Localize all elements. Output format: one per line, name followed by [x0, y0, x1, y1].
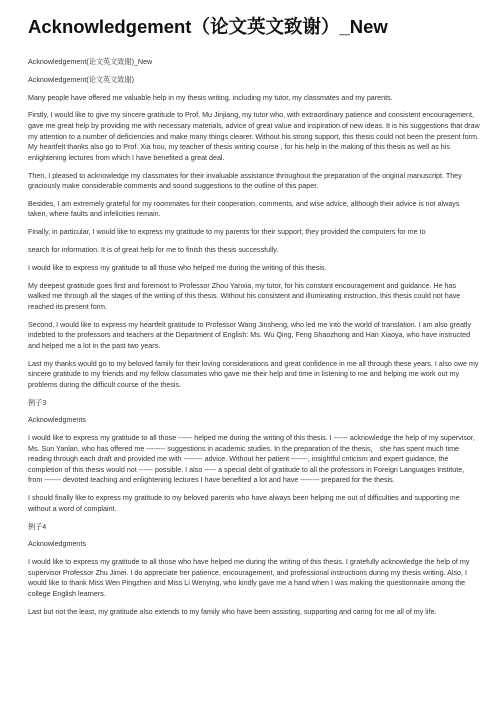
paragraph: Besides, I am extremely grateful for my roommates for their cooperation, comments, and wise advice, although their advice is not always taken, where faults and infelicities remain.: [28, 199, 460, 219]
paragraph: Second, I would like to express my heartfelt gratitude to Professor Wang Jinsheng, who led me into the world of translation. I am also greatly indebted to the professors and teachers at the Department of English: Ms. Wu Qing, Feng Shaozhong and Han Xiaoya, who have instructed and helped me a lot in the past two years.: [28, 320, 472, 350]
paragraph: Last my thanks would go to my beloved family for their loving considerations and great confidence in me all through these years. I also owe my sincere gratitude to my friends and my fellow classmates who gave me their help and time in listening to me and helping me work out my problems during the difficult course of the thesis.: [28, 359, 479, 389]
paragraph: I would like to express my gratitude to all those who helped me during the writing of this thesis.: [28, 263, 327, 272]
paragraph-subtitle: Acknowledgement(论文英文致谢)_New: [28, 58, 153, 66]
section-heading: Acknowledgments: [28, 540, 86, 549]
paragraph: search for information. It is of great help for me to finish this thesis successfully.: [28, 246, 279, 255]
paragraph: I would like to express my gratitude to all those ------ helped me during the writing of this thesis. I ------ acknowledge the help of my supervisor, Ms. Sun Yanlan, who has offered me -------- suggestions in academic studies. In the preparation of the thesis， she has spent much time reading through each draft and provided me with -------- advice. Without her patient -------, insightful criticism and expert guidance, the completion of this thesis would not ------ possible. I also ----- a special debt of gratitude to all the professors in Foreign Languages Institute, from ------- devoted teaching and enlightening lectures I have benefited a lot and have -------- prepared for the thesis.: [28, 434, 475, 485]
paragraph: I would like to express my gratitude to all those who have helped me during the writing of this thesis. I gratefully acknowledge the help of my supervisor Professor Zhu Jimei. I do appreciate her patience, encouragement, and professional instructions during my thesis writing. Also, I would like to thank Miss Wen Pingzhen and Miss Li Wenying, who kindly gave me a hand when I was making the questionnaire among the college English learners.: [28, 558, 470, 598]
paragraph: I should finally like to express my gratitude to my beloved parents who have always been helping me out of difficulties and supporting me without a word of complaint.: [28, 494, 460, 513]
paragraph: Then, I pleased to acknowledge my classmates for their invaluable assistance throughout the preparation of the original manuscript. They graciously make considerable comments and sound suggestions to the outline of this paper.: [28, 171, 462, 191]
paragraph: My deepest gratitude goes first and foremost to Professor Zhou Yanxia, my tutor, for his constant encouragement and guidance. He has walked me through all the stages of the writing of this thesis. Without his consistent and illuminating instruction, this thesis could not have reached its present form.: [28, 281, 461, 311]
paragraph-heading: Acknowledgement(论文英文致谢): [28, 75, 134, 84]
document-title: Acknowledgement（论文英文致谢）_New: [28, 16, 388, 37]
section-heading: Acknowledgments: [28, 416, 86, 425]
paragraph: Finally, in particular, I would like to express my gratitude to my parents for their support; they provided the computers for me to: [28, 228, 426, 237]
paragraph: Last but not the least, my gratitude also extends to my family who have been assisting, supporting and caring for me all of my life.: [28, 607, 437, 616]
paragraph: Many people have offered me valuable help in my thesis writing, including my tutor, my classmates and my parents.: [28, 93, 393, 102]
example-label: 例子3: [28, 398, 47, 407]
document-body: [28, 57, 480, 617]
example-label: 例子4: [28, 522, 47, 531]
paragraph: Firstly, I would like to give my sincere gratitude to Prof. Mu Jinjiang, my tutor who, with extraordinary patience and consistent encouragement, gave me great help by providing me with necessary materials, advice of great value and inspiration of new ideas. It is his suggestions that draw my attention to a number of deficiencies and make many things clearer. Without his strong support, this thesis could not been the present form. My heartfelt thanks also go to Prof. Xia hou, my teacher of thesis writing course , for his help in the making of this thesis as well as his enlightening lectures from which I have benefited a great deal.: [28, 111, 480, 162]
